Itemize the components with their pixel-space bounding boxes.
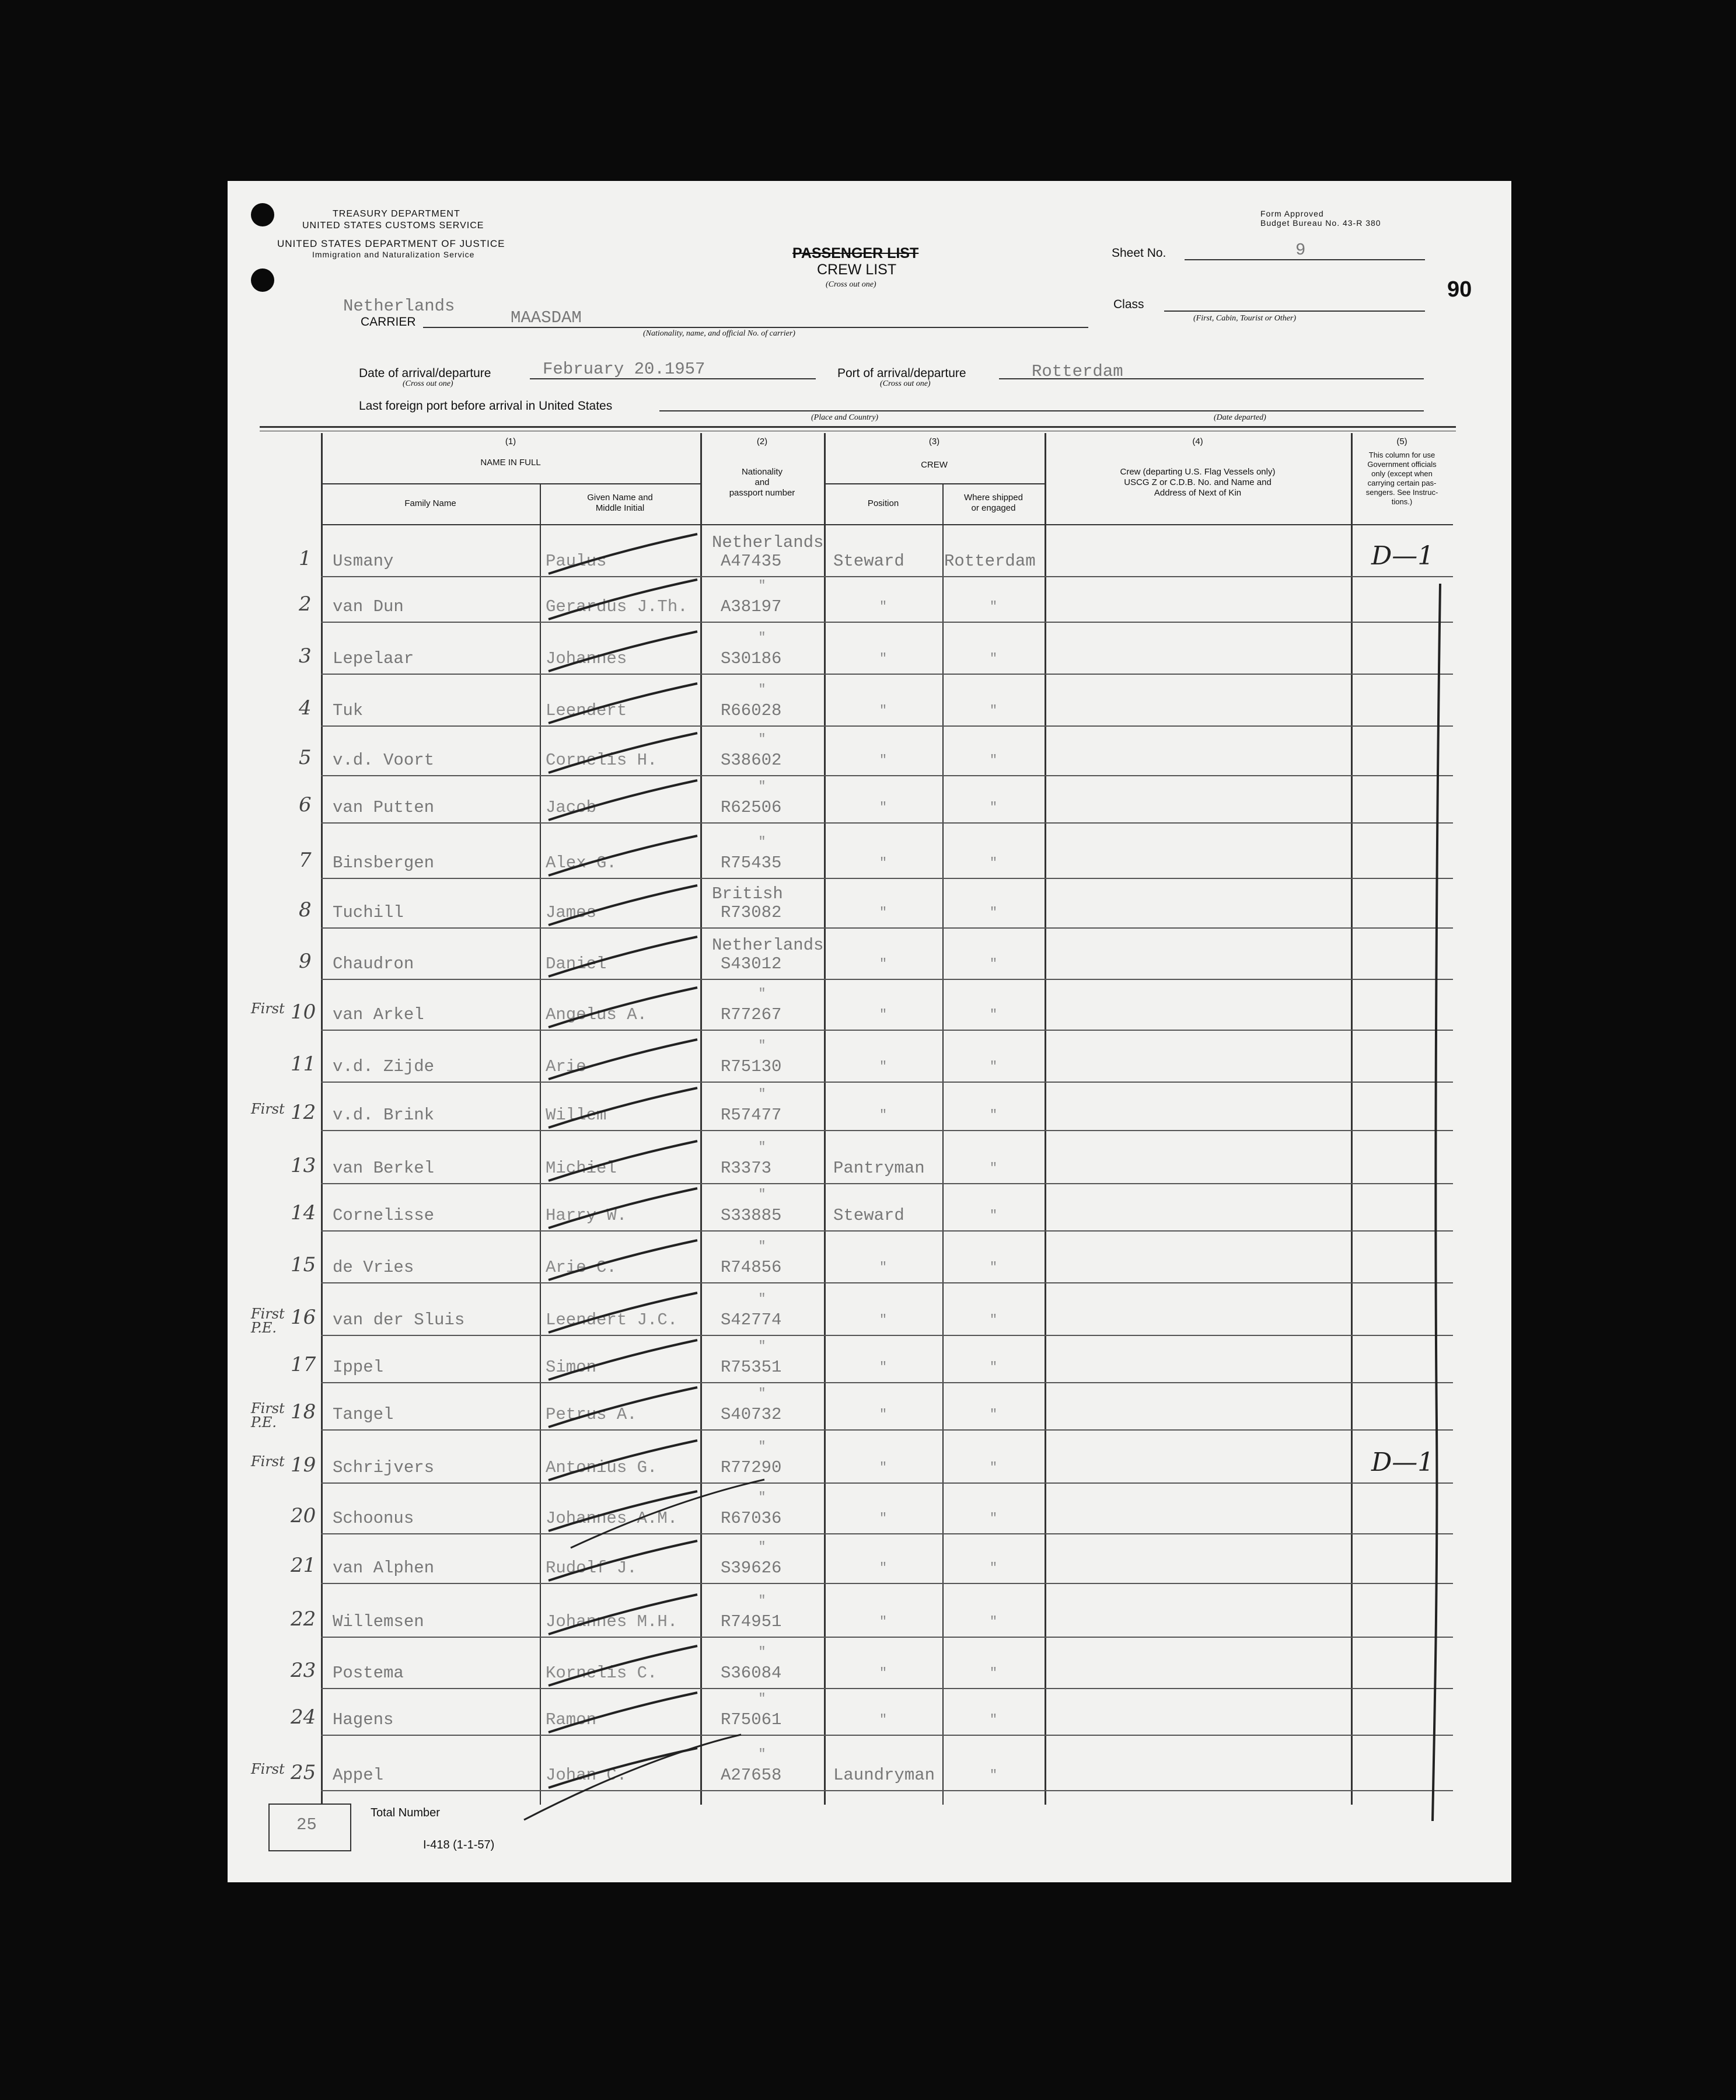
title-crew-list: CREW LIST (817, 261, 897, 278)
agency-line: UNITED STATES DEPARTMENT OF JUSTICE (277, 238, 505, 249)
port-label: Port of arrival/departure (837, 367, 966, 380)
passport-number: R75351 (721, 1358, 782, 1377)
nationality: " (758, 578, 766, 593)
given-name: Cornelis H. (546, 751, 658, 770)
row-number: 7 (299, 849, 312, 872)
pen-stroke-icon (543, 1334, 706, 1387)
pen-stroke-icon (543, 626, 706, 678)
family-name: Binsbergen (333, 853, 435, 873)
sheet-number: 9 (1295, 240, 1306, 260)
family-name: v.d. Zijde (333, 1057, 435, 1076)
nationality: " (758, 1038, 766, 1053)
row-number: 16 (291, 1306, 316, 1329)
last-port-label: Last foreign port before arrival in United States (359, 399, 613, 413)
col5-text: only (except when (1371, 469, 1433, 478)
family-name: Schrijvers (333, 1458, 435, 1477)
carrier-nationality: Netherlands (343, 296, 455, 316)
row-number: 21 (291, 1554, 316, 1577)
pen-stroke-icon (543, 1382, 706, 1434)
where-shipped: " (989, 651, 998, 666)
table-row (321, 576, 1453, 577)
col3-number: (3) (928, 437, 940, 446)
row-note: First (251, 1453, 285, 1470)
where-shipped: " (989, 856, 998, 870)
nationality: " (758, 986, 766, 1001)
where-shipped: " (989, 1260, 998, 1275)
table-row (321, 1735, 1453, 1736)
crew-position: Steward (833, 1206, 904, 1225)
row-number: 15 (291, 1253, 316, 1276)
row-number: 8 (299, 898, 312, 922)
col-given-name-2: Middle Initial (595, 503, 645, 513)
pen-stroke-icon (543, 1182, 706, 1235)
nationality: Netherlands (712, 533, 824, 552)
col-nationality: Nationality (741, 467, 783, 477)
table-row (321, 1282, 1453, 1283)
table-row (321, 1637, 1453, 1638)
crew-position: " (879, 800, 888, 815)
col4-text: Crew (departing U.S. Flag Vessels only) (1120, 467, 1276, 477)
given-name: Arie (546, 1057, 586, 1076)
nationality: " (758, 1747, 766, 1761)
table-row (321, 1533, 1453, 1534)
port-value: Rotterdam (1032, 362, 1123, 381)
document-page (228, 181, 1511, 1882)
form-number: I-418 (1-1-57) (423, 1839, 495, 1851)
row-number: 9 (299, 950, 312, 973)
family-name: Hagens (333, 1710, 394, 1729)
where-shipped: " (989, 1360, 998, 1375)
nationality: " (758, 1490, 766, 1505)
crew-position: " (879, 1360, 888, 1375)
passport-number: R75061 (721, 1710, 782, 1729)
family-name: van der Sluis (333, 1310, 465, 1330)
nationality: British (712, 884, 783, 904)
pen-stroke-icon (543, 1485, 706, 1538)
passport-number: S30186 (721, 649, 782, 668)
nationality: Netherlands (712, 936, 824, 955)
where-shipped: " (989, 753, 998, 768)
nationality: " (758, 835, 766, 849)
passport-number: R3373 (721, 1159, 772, 1178)
given-name: Johannes A.M. (546, 1509, 678, 1528)
nationality: " (758, 1187, 766, 1202)
pen-stroke-icon (543, 1435, 706, 1487)
pen-stroke-icon (543, 574, 706, 626)
crew-position: " (879, 1059, 888, 1074)
family-name: Lepelaar (333, 649, 414, 668)
given-name: Leendert (546, 701, 627, 720)
row-number: 10 (291, 1000, 316, 1024)
family-name: Chaudron (333, 954, 414, 974)
passport-number: S38602 (721, 751, 782, 770)
family-name: van Arkel (333, 1005, 424, 1024)
cross-out-hint: (Cross out one) (826, 280, 876, 289)
given-name: Paulus (546, 552, 607, 571)
row-number: 18 (291, 1400, 316, 1424)
row-number: 1 (299, 547, 312, 570)
given-name: Alex G. (546, 853, 617, 873)
col5-text: carrying certain pas- (1367, 479, 1437, 487)
given-name: Gerardus J.Th. (546, 597, 688, 616)
port-cross-hint: (Cross out one) (880, 379, 931, 388)
crew-position: " (879, 753, 888, 768)
passport-number: R66028 (721, 701, 782, 720)
table-row (321, 1030, 1453, 1031)
where-shipped: " (989, 800, 998, 815)
table-row (321, 1183, 1453, 1184)
nationality: " (758, 1292, 766, 1306)
passport-number: A47435 (721, 552, 782, 571)
date-departed-hint: (Date departed) (1214, 413, 1266, 422)
col4-text: USCG Z or C.D.B. No. and Name and (1124, 477, 1272, 487)
where-shipped: " (989, 1614, 998, 1629)
crew-position: " (879, 703, 888, 718)
place-hint: (Place and Country) (811, 413, 879, 422)
pen-stroke-icon (543, 1234, 706, 1287)
crew-position: " (879, 599, 888, 614)
col5-text: This column for use (1368, 451, 1435, 459)
where-shipped: " (989, 957, 998, 971)
family-name: v.d. Brink (333, 1105, 435, 1125)
pen-stroke-icon (543, 678, 706, 730)
crew-position: " (879, 1108, 888, 1122)
pen-stroke-icon (543, 1287, 706, 1339)
col-given-name: Given Name and (587, 493, 653, 503)
col5-text: Government officials (1367, 460, 1437, 469)
family-name: de Vries (333, 1258, 414, 1277)
given-name: Johannes (546, 649, 627, 668)
punch-hole (251, 203, 274, 226)
passport-number: R77267 (721, 1005, 782, 1024)
col-family-name: Family Name (404, 498, 456, 508)
pen-stroke-icon (543, 1535, 706, 1588)
row-number: 3 (299, 644, 312, 668)
row-note: First (251, 1761, 285, 1777)
table-row (321, 1429, 1453, 1431)
crew-position: Steward (833, 552, 904, 571)
agency-line: TREASURY DEPARTMENT (333, 209, 460, 219)
row-number: 2 (299, 592, 312, 616)
nationality: " (758, 1540, 766, 1554)
crew-position: " (879, 1614, 888, 1629)
crew-position: " (879, 1407, 888, 1422)
col-crew: CREW (921, 460, 948, 470)
pen-stroke-icon (543, 775, 706, 827)
row-number: 20 (291, 1504, 316, 1527)
nationality: " (758, 1140, 766, 1154)
given-name: Arie C. (546, 1258, 617, 1277)
date-label: Date of arrival/departure (359, 367, 491, 380)
table-row (321, 878, 1453, 879)
table-row (321, 1082, 1453, 1083)
table-row (321, 1583, 1453, 1584)
family-name: v.d. Voort (333, 751, 435, 770)
row-note: First (251, 1101, 285, 1117)
where-shipped: " (989, 1460, 998, 1475)
nationality: " (758, 1239, 766, 1254)
class-hint: (First, Cabin, Tourist or Other) (1193, 314, 1297, 323)
given-name: Petrus A. (546, 1405, 637, 1424)
passport-number: S36084 (721, 1663, 782, 1683)
nationality: " (758, 1087, 766, 1101)
nationality: " (758, 1645, 766, 1659)
punch-hole (251, 268, 274, 292)
where-shipped: " (989, 703, 998, 718)
given-name: Leendert J.C. (546, 1310, 678, 1330)
given-name: Simon (546, 1358, 597, 1377)
family-name: van Dun (333, 597, 404, 616)
page-number: 90 (1447, 277, 1472, 302)
table-row (321, 674, 1453, 675)
agency-line: UNITED STATES CUSTOMS SERVICE (302, 221, 484, 231)
col-position: Position (867, 498, 899, 508)
passport-number: S33885 (721, 1206, 782, 1225)
where-shipped: " (989, 1712, 998, 1727)
family-name: Tuk (333, 701, 364, 720)
where-shipped: " (989, 905, 998, 920)
passport-number: R67036 (721, 1509, 782, 1528)
passport-number: A38197 (721, 597, 782, 616)
where-shipped: " (989, 1108, 998, 1122)
where-shipped: " (989, 1561, 998, 1575)
row-number: 4 (299, 696, 312, 720)
where-shipped: " (989, 1059, 998, 1074)
crew-position: Laundryman (833, 1766, 935, 1785)
table-row (321, 1688, 1453, 1689)
given-name: Johan C. (546, 1766, 627, 1785)
col5-number: (5) (1396, 437, 1407, 446)
col4-number: (4) (1192, 437, 1203, 446)
carrier-name: MAASDAM (511, 308, 582, 327)
total-number-value: 25 (296, 1815, 317, 1834)
where-shipped: Rotterdam (944, 552, 1036, 571)
given-name: James (546, 903, 597, 922)
nationality: " (758, 779, 766, 794)
row-note: First P.E. (251, 1400, 285, 1431)
carrier-hint: (Nationality, name, and official No. of carrier) (643, 329, 795, 338)
table-row (321, 1382, 1453, 1383)
family-name: van Alphen (333, 1558, 435, 1578)
col4-text: Address of Next of Kin (1154, 488, 1242, 498)
crew-position: " (879, 905, 888, 920)
family-name: Appel (333, 1766, 384, 1785)
passport-number: R75130 (721, 1057, 782, 1076)
crew-position: " (879, 1561, 888, 1575)
row-number: 14 (291, 1201, 316, 1225)
col-passport: passport number (729, 488, 795, 498)
given-name: Ramon (546, 1710, 597, 1729)
row-number: 17 (291, 1353, 316, 1376)
family-name: Postema (333, 1663, 404, 1683)
family-name: Cornelisse (333, 1206, 435, 1225)
col1-title: NAME IN FULL (480, 458, 541, 468)
given-name: Johannes M.H. (546, 1612, 678, 1631)
given-name: Rudolf J. (546, 1558, 637, 1578)
col5-text: sengers. See Instruc- (1365, 488, 1438, 497)
family-name: Willemsen (333, 1612, 424, 1631)
official-mark: D—1 (1371, 541, 1434, 571)
pen-stroke-icon (543, 1640, 706, 1693)
row-number: 23 (291, 1659, 316, 1682)
where-shipped: " (989, 1313, 998, 1327)
pen-stroke-icon (543, 931, 706, 983)
carrier-label: CARRIER (361, 315, 416, 329)
row-number: 6 (299, 793, 312, 817)
crew-position: Pantryman (833, 1159, 925, 1178)
crew-position: " (879, 1007, 888, 1022)
table-row (321, 1790, 1453, 1791)
crew-position: " (879, 1313, 888, 1327)
family-name: Tangel (333, 1405, 394, 1424)
passport-number: R75435 (721, 853, 782, 873)
passport-number: R74951 (721, 1612, 782, 1631)
pen-stroke-icon (543, 1589, 706, 1641)
where-shipped: " (989, 1666, 998, 1680)
row-number: 19 (291, 1453, 316, 1477)
table-row (321, 1482, 1453, 1484)
where-shipped: " (989, 1208, 998, 1223)
family-name: Usmany (333, 552, 394, 571)
title-passenger-list: PASSENGER LIST (792, 245, 919, 261)
col5-text: tions.) (1391, 497, 1413, 506)
family-name: Schoonus (333, 1509, 414, 1528)
row-note: First (251, 1000, 285, 1017)
nationality: " (758, 630, 766, 645)
table-row (321, 1230, 1453, 1232)
table-row (321, 1130, 1453, 1131)
total-number-label: Total Number (371, 1806, 440, 1819)
row-number: 5 (299, 746, 312, 769)
sheet-label: Sheet No. (1112, 246, 1166, 260)
nationality: " (758, 1593, 766, 1608)
class-label: Class (1113, 298, 1144, 311)
family-name: van Berkel (333, 1159, 435, 1178)
col1-number: (1) (505, 437, 516, 446)
passport-number: R57477 (721, 1105, 782, 1125)
pen-stroke-icon (543, 727, 706, 780)
given-name: Harry W. (546, 1206, 627, 1225)
where-shipped: " (989, 599, 998, 614)
passport-number: S39626 (721, 1558, 782, 1578)
col2-number: (2) (756, 437, 768, 446)
passport-number: S42774 (721, 1310, 782, 1330)
table-row (321, 979, 1453, 980)
form-approved: Form Approved (1260, 209, 1324, 218)
family-name: van Putten (333, 798, 435, 817)
pen-stroke-icon (543, 982, 706, 1034)
family-name: Ippel (333, 1358, 384, 1377)
pen-stroke-icon (543, 830, 706, 882)
crew-position: " (879, 856, 888, 870)
row-number: 11 (291, 1052, 316, 1076)
nationality: " (758, 1339, 766, 1354)
table-row (321, 927, 1453, 929)
pen-stroke-icon (543, 1135, 706, 1188)
where-shipped: " (989, 1511, 998, 1526)
nationality: " (758, 1439, 766, 1454)
passport-number: R62506 (721, 798, 782, 817)
budget-bureau: Budget Bureau No. 43-R 380 (1260, 218, 1381, 228)
row-number: 12 (291, 1101, 316, 1124)
pen-stroke-icon (543, 1082, 706, 1135)
where-shipped: " (989, 1768, 998, 1782)
pen-stroke-icon (543, 880, 706, 932)
row-number: 25 (291, 1761, 316, 1784)
given-name: Michiel (546, 1159, 617, 1178)
official-mark: D—1 (1371, 1447, 1434, 1477)
where-shipped: " (989, 1007, 998, 1022)
nationality: " (758, 1386, 766, 1401)
crew-position: " (879, 651, 888, 666)
nationality: " (758, 732, 766, 746)
pen-stroke-icon (543, 1034, 706, 1086)
crew-position: " (879, 957, 888, 971)
given-name: Antonius G. (546, 1458, 658, 1477)
date-cross-hint: (Cross out one) (403, 379, 453, 388)
pen-stroke-icon (543, 528, 706, 581)
where-shipped: " (989, 1161, 998, 1175)
row-note: First P.E. (251, 1306, 285, 1336)
date-value: February 20.1957 (543, 360, 705, 379)
col-where-shipped: Where shipped (964, 493, 1023, 503)
passport-number: S40732 (721, 1405, 782, 1424)
table-row (321, 775, 1453, 776)
given-name: Angelus A. (546, 1005, 648, 1024)
given-name: Jacob (546, 798, 597, 817)
given-name: Daniel (546, 954, 607, 974)
row-number: 24 (291, 1705, 316, 1729)
nationality: " (758, 682, 766, 697)
crew-position: " (879, 1260, 888, 1275)
pen-stroke-icon (543, 1687, 706, 1739)
crew-position: " (879, 1460, 888, 1475)
passport-number: A27658 (721, 1766, 782, 1785)
agency-line: Immigration and Naturalization Service (312, 250, 475, 259)
table-row (321, 622, 1453, 623)
passport-number: R73082 (721, 903, 782, 922)
given-name: Kornelis C. (546, 1663, 658, 1683)
crew-position: " (879, 1712, 888, 1727)
table-row (321, 1335, 1453, 1336)
row-number: 22 (291, 1607, 316, 1631)
col-nationality-2: and (755, 477, 770, 487)
given-name: Willem (546, 1105, 607, 1125)
passport-number: S43012 (721, 954, 782, 974)
family-name: Tuchill (333, 903, 404, 922)
row-number: 13 (291, 1154, 316, 1177)
crew-position: " (879, 1511, 888, 1526)
pen-stroke-icon (543, 1742, 706, 1795)
nationality: " (758, 1691, 766, 1706)
passport-number: R77290 (721, 1458, 782, 1477)
passport-number: R74856 (721, 1258, 782, 1277)
crew-position: " (879, 1666, 888, 1680)
where-shipped: " (989, 1407, 998, 1422)
col-where-shipped-2: or engaged (971, 503, 1016, 513)
table-row (321, 725, 1453, 727)
table-row (321, 822, 1453, 824)
